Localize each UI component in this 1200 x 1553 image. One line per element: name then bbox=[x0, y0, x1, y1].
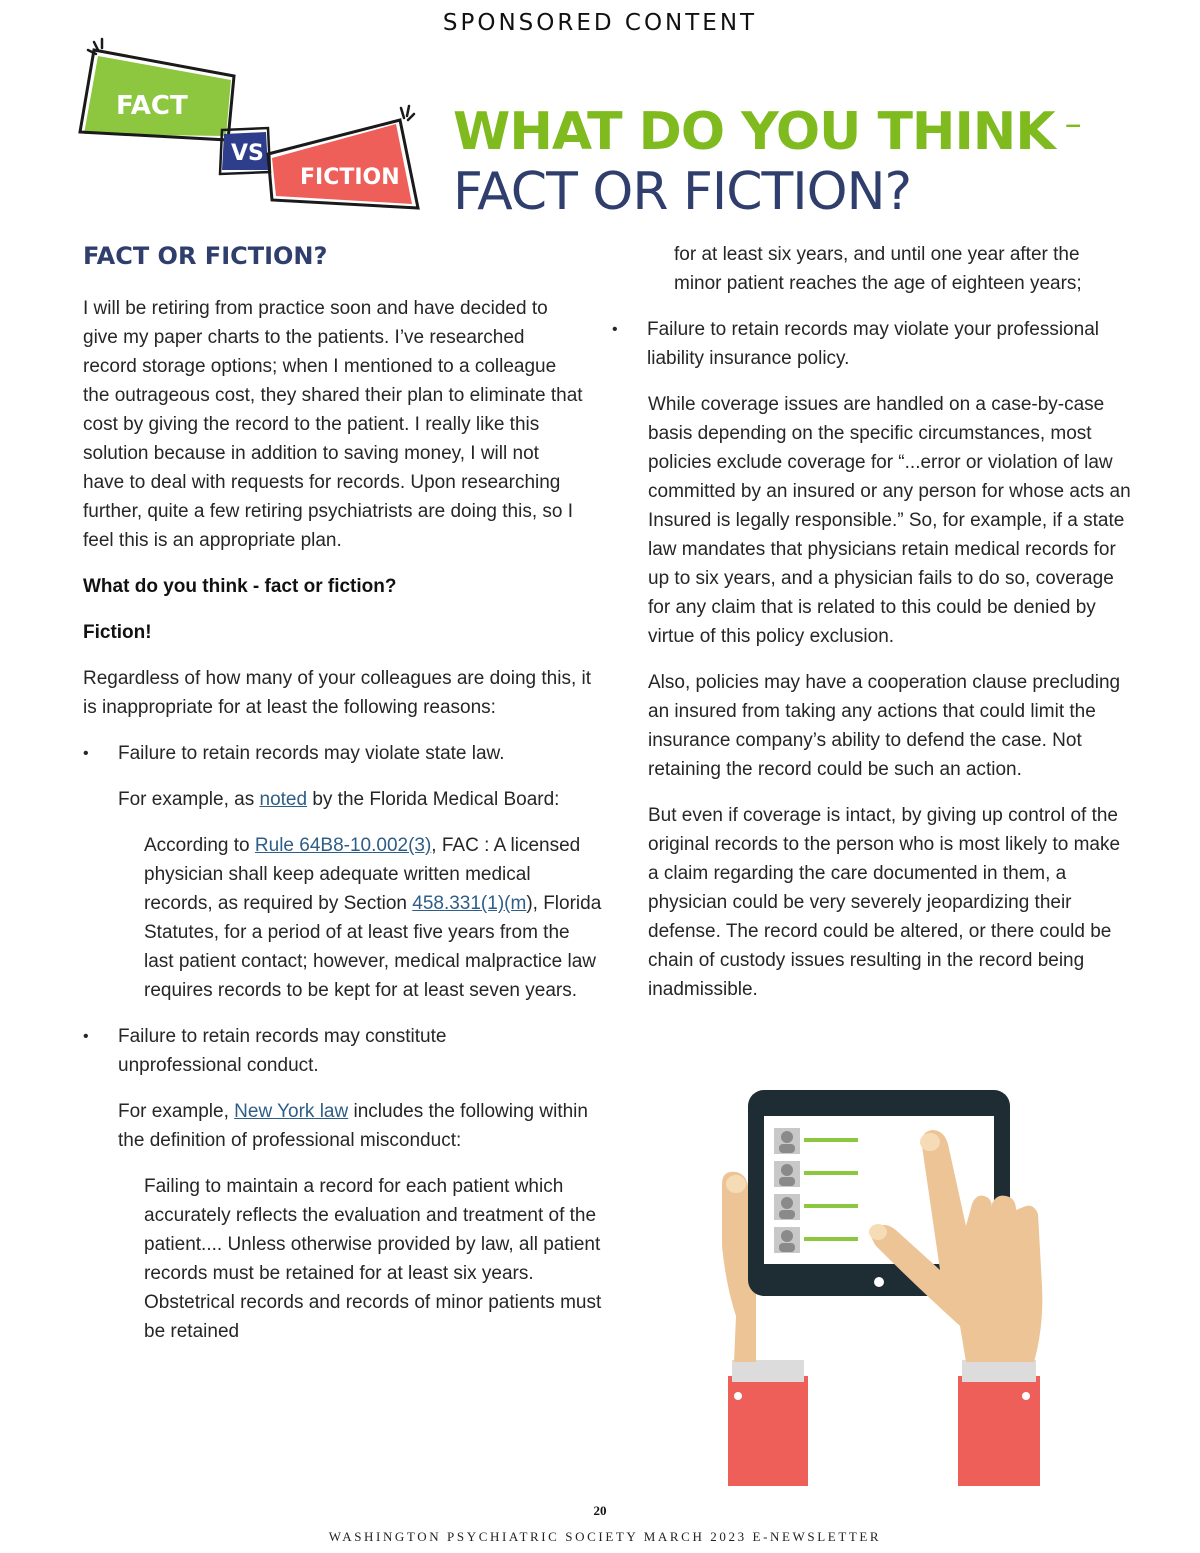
headline-dash: – bbox=[1064, 104, 1081, 144]
example-ny-pre: For example, bbox=[118, 1101, 235, 1122]
headline-line1 bbox=[453, 94, 1173, 162]
tablet-hands-illustration-icon bbox=[716, 1086, 1052, 1486]
reasons-intro: Regardless of how many of your colleagues are doing this, it is inappropriate for at least the following reasons: bbox=[83, 668, 591, 718]
headline-line2: FACT OR FICTION? bbox=[453, 162, 912, 222]
statute-link[interactable]: 458.331(1)(m bbox=[412, 893, 527, 914]
defense-paragraph: But even if coverage is intact, by giving up control of the original records to the person who is most likely to make a claim regarding the care documented in them, a physician could be very severely jeopardizing their defense. The record could be altered, or there could be chain of custody issues resulting in the record being inadmissible. bbox=[648, 805, 1121, 1000]
cooperation-paragraph: Also, policies may have a cooperation clause precluding an insured from taking any actions that could limit the insurance company’s ability to defend the case. Not retaining the record could be such an action. bbox=[648, 672, 1121, 780]
coverage-paragraph: While coverage issues are handled on a case-by-case basis depending on the specific circumstances, most policies exclude coverage for “...error or violation of law committed by an insured or any person for whose acts an Insured is legally responsible.” So, for example, if a state law mandates that physicians retain medical records for up to six years, and a physician fails to do so, coverage for any claim that is related to this could be denied by virtue of this policy exclusion. bbox=[648, 394, 1131, 647]
section-heading: FACT OR FICTION? bbox=[83, 242, 328, 270]
sponsored-label: SPONSORED CONTENT bbox=[442, 10, 758, 36]
headline-main: WHAT DO YOU THINK bbox=[453, 102, 1055, 162]
noted-link[interactable]: noted bbox=[259, 789, 308, 810]
example-florida-pre: For example, as bbox=[118, 789, 260, 810]
bullet-unprofessional: • Failure to retain records may constitute unprofessional conduct. bbox=[83, 1022, 603, 1080]
left-column bbox=[83, 236, 603, 1363]
bullet-insurance: • Failure to retain records may violate your professional liability insurance policy. bbox=[612, 315, 1132, 373]
intro-paragraph: I will be retiring from practice soon and have decided to give my paper charts to the patients. I’ve researched record storage options; when I mentioned to a colleague the outrageous cost, they shared their plan to eliminate that cost by giving the record to the patient. I really like this solution because in addition to saving money, I will not have to deal with requests for records. Upon researching further, quite a few retiring psychiatrists are doing this, so I feel this is an appropriate plan. bbox=[83, 298, 583, 551]
bullet-state-law: • Failure to retain records may violate state law. bbox=[83, 739, 603, 768]
quote-florida-pre: According to bbox=[144, 835, 255, 856]
logo-fiction-text: FICTION bbox=[300, 165, 400, 190]
headline bbox=[453, 94, 1173, 222]
logo-vs-text: VS bbox=[231, 141, 264, 166]
answer-text: Fiction! bbox=[83, 622, 152, 643]
example-florida bbox=[83, 785, 603, 814]
publication-footer: WASHINGTON PSYCHIATRIC SOCIETY MARCH 2023 E-NEWSLETTER bbox=[328, 1529, 882, 1544]
example-florida-post: by the Florida Medical Board: bbox=[307, 789, 560, 810]
example-new-york bbox=[83, 1097, 603, 1155]
new-york-law-link[interactable]: New York law bbox=[234, 1101, 349, 1122]
fact-vs-fiction-logo-icon bbox=[76, 36, 436, 222]
quote-florida-mid: , FAC : A licensed physician shall keep adequate written medical records, as required by Section bbox=[144, 835, 581, 914]
quote-new-york: Failing to maintain a record for each patient which accurately reflects the evaluation and treatment of the patient.... Unless otherwise provided by law, all patient records must be retained for at least six years. Obstetrical records and records of minor patients must be retained bbox=[144, 1176, 602, 1342]
question-text: What do you think - fact or fiction? bbox=[83, 576, 397, 597]
quote-new-york-continued: for at least six years, and until one year after the minor patient reaches the age of eighteen years; bbox=[674, 244, 1082, 294]
logo-fact-text: FACT bbox=[116, 91, 188, 121]
page-number: 20 bbox=[593, 1503, 607, 1518]
quote-florida bbox=[83, 831, 603, 1005]
right-column bbox=[612, 240, 1132, 1021]
quote-florida-post: ), Florida Statutes, for a period of at least five years from the last patient contact; however, medical malpractice law requires records to be kept for at least seven years. bbox=[144, 893, 602, 1001]
example-ny-post: includes the following within the definition of professional misconduct: bbox=[118, 1101, 588, 1151]
rule-link[interactable]: Rule 64B8-10.002(3) bbox=[254, 835, 432, 856]
